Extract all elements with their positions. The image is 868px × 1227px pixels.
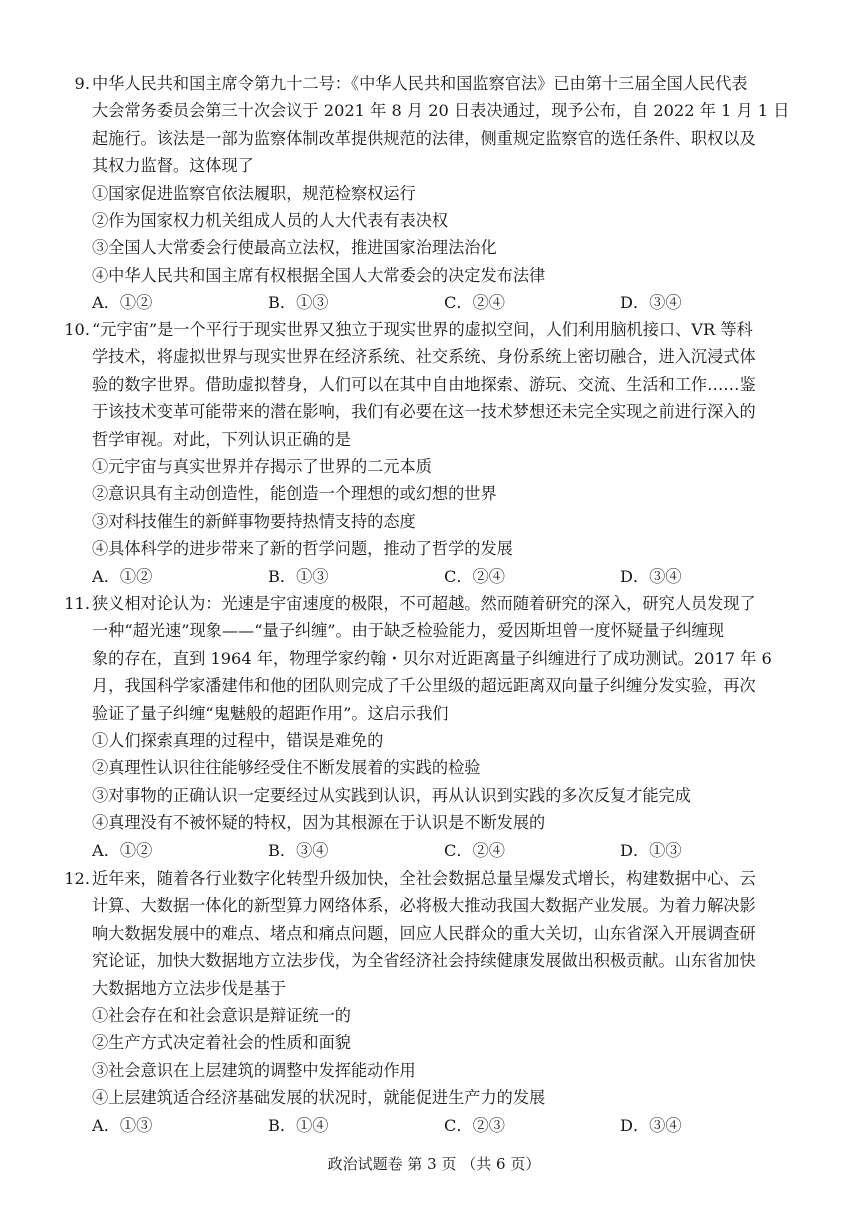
answer-choices: [60, 289, 820, 316]
question-stem-line: 哲学审视。对此，下列认识正确的是: [92, 429, 351, 449]
question-stem-line: 大数据地方立法步伐是基于: [92, 978, 287, 998]
question-stem-line: 究论证，加快大数据地方立法步伐，为全省经济社会持续健康发展做出积极贡献。山东省加快: [92, 951, 756, 971]
statement-option: ③对科技催生的新鲜事物要持热情支持的态度: [92, 511, 416, 531]
statement-option: ③对事物的正确认识一定要经过从实践到认识，再从认识到实践的多次反复才能完成: [92, 785, 691, 805]
question-stem-line: 10. “元宇宙”是一个平行于现实世界又独立于现实世界的虚拟空间，人们利用脑机接口、VR 等科: [60, 316, 820, 343]
question-stem-line: 月，我国科学家潘建伟和他的团队则完成了千公里级的超远距离双向量子纠缠分发实验，再次: [92, 676, 756, 696]
choice-d: D．③④: [620, 293, 682, 313]
statement-option: ②真理性认识往往能够经受住不断发展着的实践的检验: [92, 758, 481, 778]
choice-b: B．①③: [268, 566, 329, 586]
question-stem-line: 11. 狭义相对论认为：光速是宇宙速度的极限，不可超越。然而随着研究的深入，研究人员发现了: [60, 590, 820, 617]
statement-option: ④真理没有不被怀疑的特权，因为其根源在于认识是不断发展的: [92, 813, 546, 833]
question-number: 9.: [74, 74, 90, 93]
statement-option: ②生产方式决定着社会的性质和面貌: [92, 1033, 351, 1053]
question-stem-line: 象的存在，直到 1964 年，物理学家约翰・贝尔对近距离量子纠缠进行了成功测试。2017 年 6: [92, 648, 772, 668]
question-10: [60, 316, 820, 590]
question-stem-line: 验的数字世界。借助虚拟替身，人们可以在其中自由地探索、游玩、交流、生活和工作……鉴: [92, 374, 756, 394]
answer-choices: [60, 837, 820, 864]
statement-option: ③全国人大常委会行使最高立法权，推进国家治理法治化: [92, 238, 497, 258]
question-stem-line: 大会常务委员会第三十次会议于 2021 年 8 月 20 日表决通过，现予公布，自 2022 年 1 月 1 日: [92, 101, 790, 121]
answer-choices: [60, 563, 820, 590]
statement-option: ①人们探索真理的过程中，错误是难免的: [92, 730, 384, 750]
choice-d: D．③④: [620, 566, 682, 586]
choice-d: D．③④: [620, 1115, 682, 1135]
statement-option: ①元宇宙与真实世界并存揭示了世界的二元本质: [92, 456, 432, 476]
choice-d: D．①③: [620, 840, 682, 860]
statement-option: ④上层建筑适合经济基础发展的状况时，就能促进生产力的发展: [92, 1088, 546, 1108]
question-stem-line: 12. 近年来，随着各行业数字化转型升级加快，全社会数据总量呈爆发式增长，构建数据中心、云: [60, 865, 820, 892]
answer-choices: [60, 1112, 820, 1139]
question-12: [60, 865, 820, 1139]
choice-c: C．②④: [444, 566, 505, 586]
question-stem-line: 9. 中华人民共和国主席令第九十二号：《中华人民共和国监察官法》已由第十三届全国人民代表: [60, 70, 820, 97]
statement-option: ①社会存在和社会意识是辩证统一的: [92, 1005, 351, 1025]
question-stem-line: 于该技术变革可能带来的潜在影响，我们有必要在这一技术梦想还未完全实现之前进行深入的: [92, 402, 756, 422]
question-stem-line: 学技术，将虚拟世界与现实世界在经济系统、社交系统、身份系统上密切融合，进入沉浸式体: [92, 347, 756, 367]
question-stem-line: 响大数据发展中的难点、堵点和痛点问题，回应人民群众的重大关切，山东省深入开展调查研: [92, 923, 756, 943]
question-stem-line: 起施行。该法是一部为监察体制改革提供规范的法律，侧重规定监察官的选任条件、职权以及: [92, 128, 756, 148]
statement-option: ①国家促进监察官依法履职，规范检察权运行: [92, 183, 416, 203]
question-stem-line: 计算、大数据一体化的新型算力网络体系，必将极大推动我国大数据产业发展。为着力解决影: [92, 896, 756, 916]
question-stem-line: 验证了量子纠缠“鬼魅般的超距作用”。这启示我们: [92, 703, 449, 723]
choice-a: A．①②: [92, 566, 153, 586]
choice-a: A．①②: [92, 293, 153, 313]
question-9: [60, 70, 820, 317]
choice-c: C．②④: [444, 293, 505, 313]
question-stem-line: 一种“超光速”现象——“量子纠缠”。由于缺乏检验能力，爱因斯坦曾一度怀疑量子纠缠现: [92, 621, 725, 641]
question-11: [60, 590, 820, 864]
statement-option: ④具体科学的进步带来了新的哲学问题，推动了哲学的发展: [92, 539, 513, 559]
choice-b: B．③④: [268, 840, 329, 860]
question-number: 10.: [64, 320, 90, 339]
choice-a: A．①③: [92, 1115, 153, 1135]
question-number: 11.: [64, 594, 90, 613]
choice-b: B．①③: [268, 293, 329, 313]
question-number: 12.: [64, 869, 90, 888]
statement-option: ②作为国家权力机关组成人员的人大代表有表决权: [92, 210, 449, 230]
statement-option: ③社会意识在上层建筑的调整中发挥能动作用: [92, 1060, 416, 1080]
statement-option: ②意识具有主动创造性，能创造一个理想的或幻想的世界: [92, 484, 497, 504]
question-stem-line: 其权力监督。这体现了: [92, 156, 254, 176]
choice-a: A．①②: [92, 840, 153, 860]
choice-c: C．②③: [444, 1115, 505, 1135]
choice-b: B．①④: [268, 1115, 329, 1135]
page-footer: 政治试题卷 第 3 页 （共 6 页）: [327, 1155, 541, 1173]
statement-option: ④中华人民共和国主席有权根据全国人大常委会的决定发布法律: [92, 265, 546, 285]
choice-c: C．②④: [444, 840, 505, 860]
